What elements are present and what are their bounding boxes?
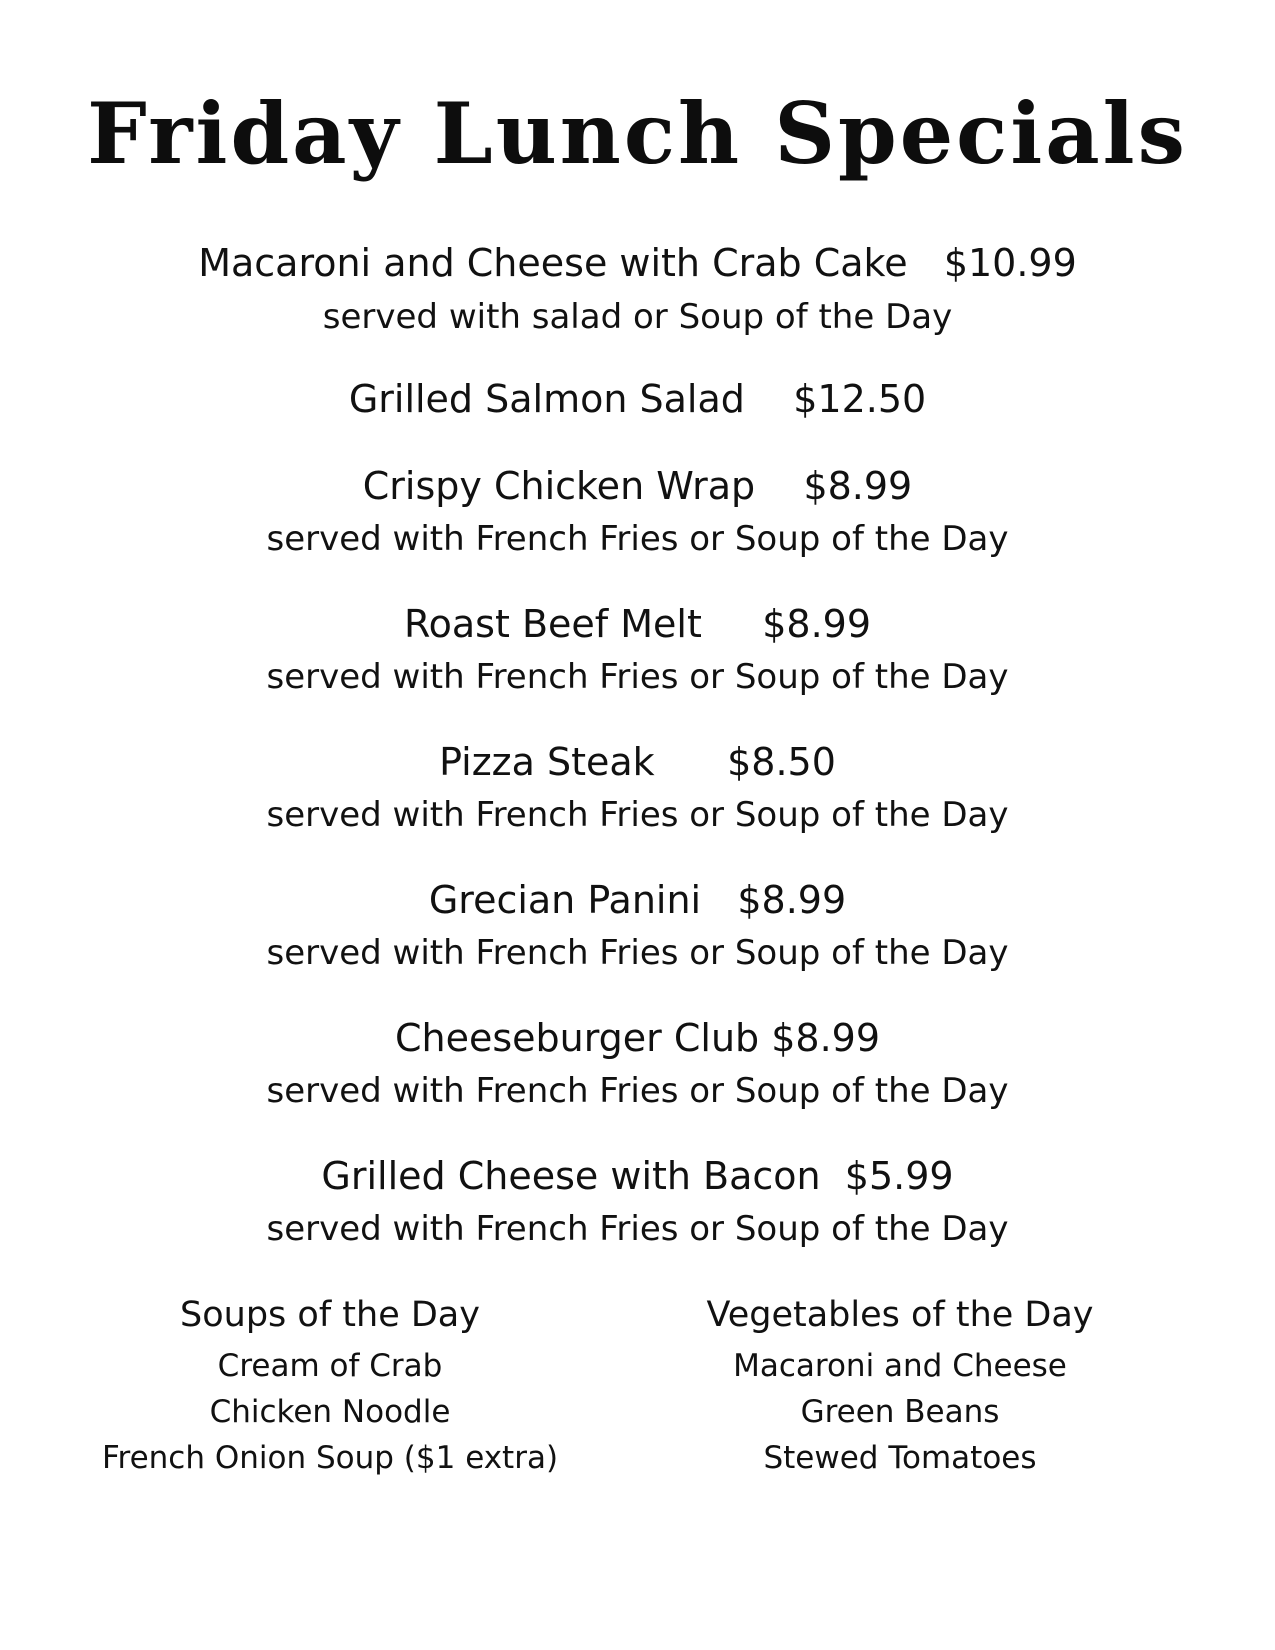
soup-item: Cream of Crab: [217, 1348, 443, 1384]
special-side: served with French Fries or Soup of the Day: [266, 1209, 1009, 1249]
special-name: Crispy Chicken Wrap $8.99: [362, 464, 913, 508]
vegetables-heading: Vegetables of the Day: [706, 1295, 1094, 1335]
special-name: Roast Beef Melt $8.99: [403, 602, 872, 646]
menu-title: Friday Lunch Specials: [87, 84, 1188, 183]
soups-section: [50, 1295, 610, 1481]
special-name: Macaroni and Cheese with Crab Cake $10.99: [198, 241, 1077, 285]
soup-item: French Onion Soup ($1 extra): [101, 1440, 559, 1476]
soup-item: Chicken Noodle: [209, 1394, 451, 1430]
vegetable-item: Green Beans: [800, 1394, 1000, 1430]
special-side: served with French Fries or Soup of the Day: [266, 933, 1009, 973]
special-name: Cheeseburger Club $8.99: [394, 1016, 881, 1060]
special-name: Pizza Steak $8.50: [439, 740, 836, 784]
special-name: Grilled Cheese with Bacon $5.99: [321, 1154, 954, 1198]
vegetables-section: [620, 1295, 1180, 1481]
special-side: served with French Fries or Soup of the Day: [266, 1071, 1009, 1111]
special-side: served with French Fries or Soup of the Day: [266, 657, 1009, 697]
special-side: served with French Fries or Soup of the Day: [266, 795, 1009, 835]
special-side: served with salad or Soup of the Day: [322, 297, 953, 337]
soups-heading: Soups of the Day: [180, 1295, 480, 1335]
special-side: served with French Fries or Soup of the Day: [266, 519, 1009, 559]
vegetable-item: Stewed Tomatoes: [763, 1440, 1037, 1476]
special-name: Grecian Panini $8.99: [428, 878, 847, 922]
special-name: Grilled Salmon Salad $12.50: [348, 377, 927, 421]
vegetable-item: Macaroni and Cheese: [733, 1348, 1067, 1384]
